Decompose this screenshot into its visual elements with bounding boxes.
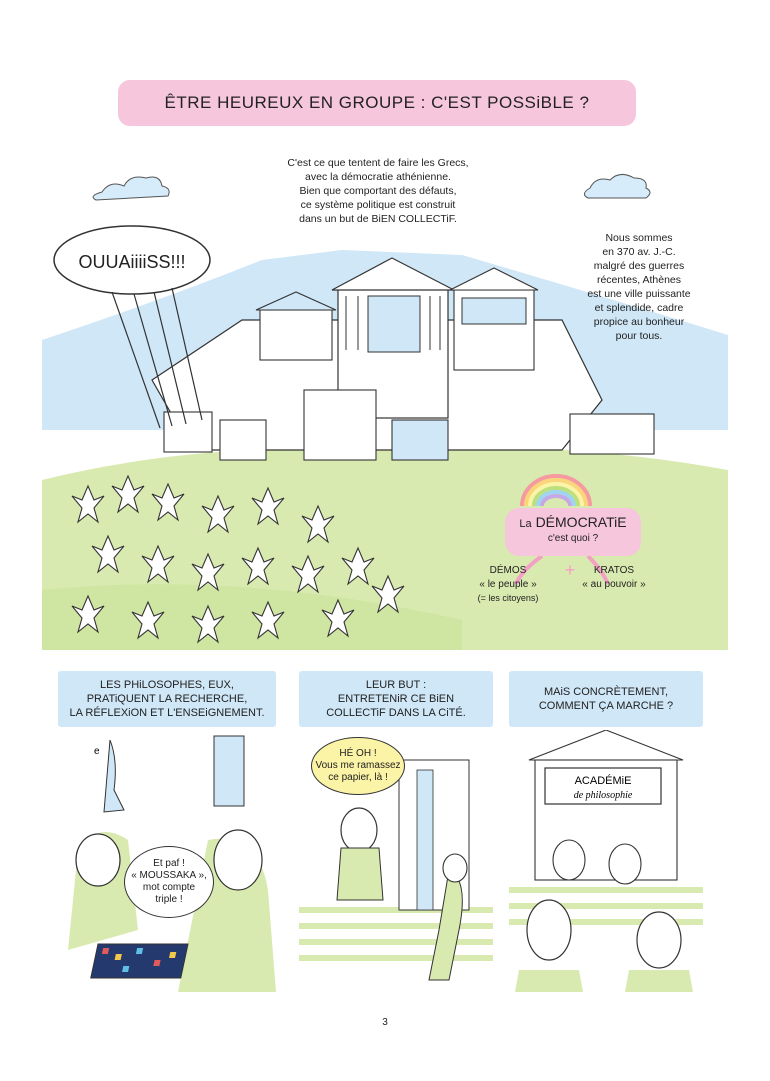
plus-sign: + — [564, 560, 576, 580]
title-banner — [118, 80, 636, 126]
academy-sign-line-2: de philosophie — [573, 790, 633, 801]
academy-sign-line-1: ACADÉMiE — [574, 775, 632, 787]
intro-text: C'est ce que tentent de faire les Grecs, avec la démocratie athénienne. Bien que comportant des défauts, ce système politique est construit dans un but de BiEN COLLECTiF. — [287, 157, 469, 225]
scroll-letter: e — [94, 746, 100, 757]
democracy-title — [505, 514, 641, 530]
panel-1-speech-bubble: Et paf ! « MOUSSAKA », mot compte triple ! — [124, 846, 214, 918]
demos-word: DÉMOS — [489, 565, 527, 576]
demos-note: (= les citoyens) — [477, 593, 539, 603]
panel-1-caption: LES PHiLOSOPHES, EUX, PRATiQUENT LA RECHERCHE, LA RÉFLEXiON ET L'ENSEiGNEMENT. — [58, 671, 276, 727]
panel-3-illustration — [509, 730, 703, 992]
democracy-word: DÉMOCRATiE — [535, 514, 627, 530]
page-title: ÊTRE HEUREUX EN GROUPE : C'EST POSSiBLE ? — [164, 93, 590, 112]
kratos-word: KRATOS — [593, 565, 635, 576]
panel-3-caption: MAiS CONCRÈTEMENT, COMMENT ÇA MARCHE ? — [509, 671, 703, 727]
panel-2-speech-bubble: HÉ OH ! Vous me ramassez ce papier, là ! — [311, 737, 405, 795]
democracy-question: c'est quoi ? — [547, 533, 599, 544]
democracy-box — [505, 508, 641, 556]
kratos-meaning: « au pouvoir » — [582, 579, 646, 590]
side-note: Nous sommes en 370 av. J.-C. malgré des guerres récentes, Athènes est une ville puissante et splendide, cadre propice au bonheur pour tous. — [587, 232, 691, 342]
panel-2-caption: LEUR BUT : ENTRETENiR CE BiEN COLLECTiF DANS LA CiTÉ. — [299, 671, 493, 727]
crowd-shout: OUUAiiiiSS!!! — [78, 252, 186, 272]
page-number: 3 — [382, 1017, 388, 1028]
democracy-prefix: La — [519, 518, 532, 530]
demos-meaning: « le peuple » — [479, 579, 537, 590]
